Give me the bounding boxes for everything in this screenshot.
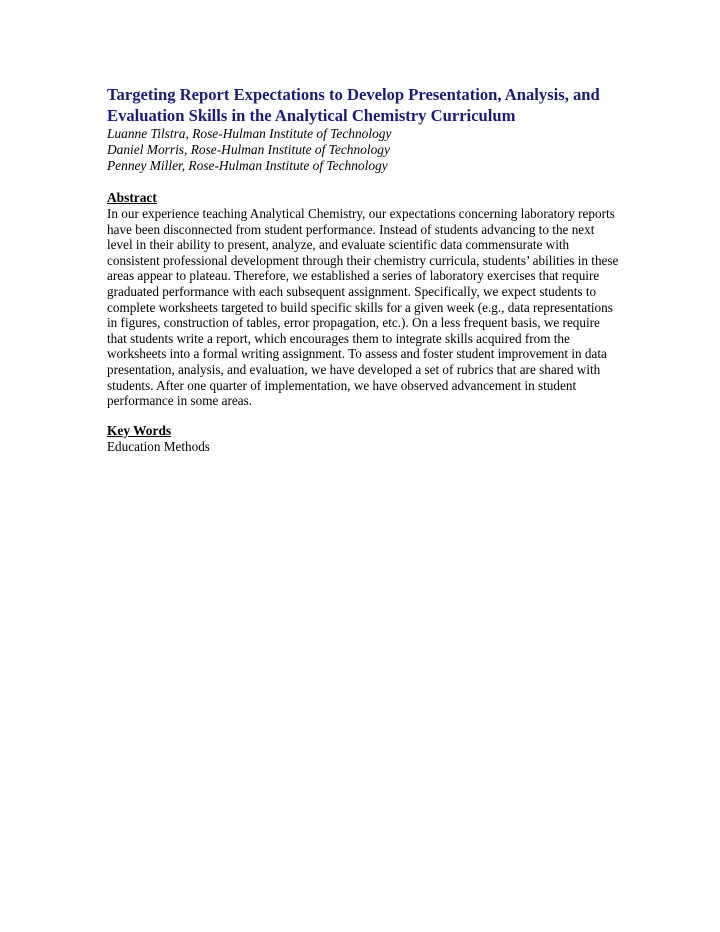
abstract-line: presentation, analysis, and evaluation, we have developed a set of rubrics that are shared with — [107, 361, 601, 377]
author-list — [107, 126, 617, 174]
keywords-heading: Key Words — [107, 422, 172, 438]
abstract-line: performance in some areas. — [107, 393, 252, 409]
abstract-line: consistent professional development through their chemistry curricula, students’ abilities in these — [107, 252, 619, 268]
author-line: Penney Miller, Rose-Hulman Institute of Technology — [107, 158, 388, 173]
abstract-line: in figures, construction of tables, error propagation, etc.). On a less frequent basis, we require — [107, 315, 600, 331]
abstract-line: complete worksheets targeted to build specific skills for a given week (e.g., data representations — [107, 299, 613, 315]
abstract-line: worksheets into a formal writing assignment. To assess and foster student improvement in data — [107, 346, 607, 362]
title-line: Targeting Report Expectations to Develop Presentation, Analysis, and — [107, 85, 600, 104]
abstract-line: students. After one quarter of implementation, we have observed advancement in student — [107, 377, 577, 393]
abstract-line: have been disconnected from student performance. Instead of students advancing to the next — [107, 221, 595, 237]
abstract-line: level in their ability to present, analyze, and evaluate scientific data commensurate with — [107, 237, 570, 253]
abstract-body — [107, 206, 617, 409]
author-line: Daniel Morris, Rose-Hulman Institute of Technology — [107, 142, 390, 157]
paper-page — [107, 84, 617, 454]
abstract-heading: Abstract — [107, 190, 157, 205]
abstract-line: areas appear to plateau. Therefore, we established a series of laboratory exercises that require — [107, 268, 600, 284]
paper-title — [107, 84, 617, 126]
keywords-text: Education Methods — [107, 438, 210, 454]
abstract-line: that students write a report, which encourages them to integrate skills acquired from the — [107, 330, 570, 346]
author-line: Luanne Tilstra, Rose-Hulman Institute of Technology — [107, 126, 392, 141]
abstract-line: In our experience teaching Analytical Chemistry, our expectations concerning laboratory reports — [107, 206, 615, 221]
title-line: Evaluation Skills in the Analytical Chemistry Curriculum — [107, 106, 516, 125]
abstract-line: graduated performance with each subsequent assignment. Specifically, we expect students to — [107, 283, 597, 299]
